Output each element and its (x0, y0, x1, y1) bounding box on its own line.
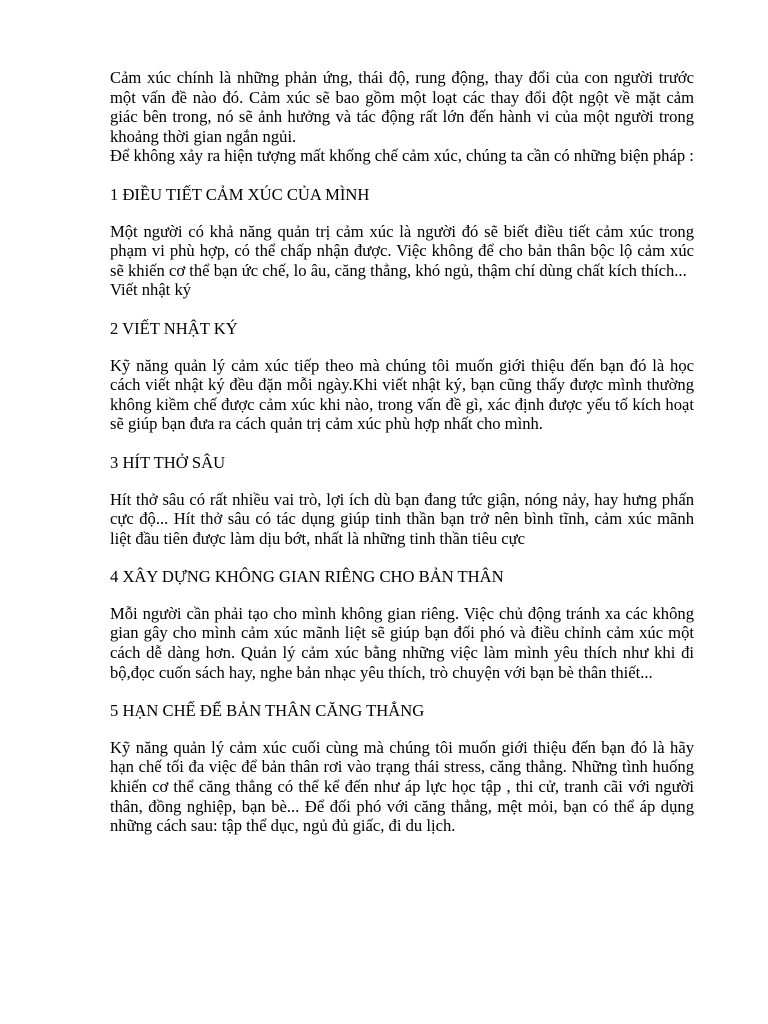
section-heading-5: 5 HẠN CHẾ ĐỂ BẢN THÂN CĂNG THẲNG (110, 701, 425, 721)
section-extra-line: Viết nhật ký (110, 280, 192, 300)
section-body-4: Mỗi người cần phải tạo cho mình không gian riêng. Việc chủ động tránh xa các không gian gây cho mình cảm xúc mãnh liệt sẽ giúp bạn đối phó và điều chỉnh cảm xúc một cách dễ dàng hơn. Quản lý cảm xúc bằng những việc làm mình yêu thích như khi đi bộ,đọc cuốn sách hay, nghe bản nhạc yêu thích, trò chuyện với bạn bè thân thiết... (110, 603, 694, 682)
intro-paragraph: Cảm xúc chính là những phản ứng, thái độ, rung động, thay đổi của con người trước một vấn đề nào đó. Cảm xúc sẽ bao gồm một loạt các thay đổi đột ngột về mặt cảm giác bên trong, nó sẽ ảnh hưởng và tác động rất lớn đến hành vi của một người trong khoảng thời gian ngắn ngủi. (110, 68, 694, 146)
section-body-1: Một người có khả năng quản trị cảm xúc là người đó sẽ biết điều tiết cảm xúc trong phạm vi phù hợp, có thể chấp nhận được. Việc không để cho bản thân bộc lộ cảm xúc sẽ khiến cơ thể bạn ức chế, lo âu, căng thẳng, khó ngủ, thậm chí dùng chất kích thích... (110, 221, 694, 280)
section-body-3: Hít thở sâu có rất nhiều vai trò, lợi ích dù bạn đang tức giận, nóng nảy, hay hưng phấn cực độ... Hít thở sâu có tác dụng giúp tinh thần bạn trở nên bình tĩnh, cảm xúc mãnh liệt đầu tiên được làm dịu bớt, nhất là những tinh thần tiêu cực (110, 489, 694, 548)
section-heading-4: 4 XÂY DỰNG KHÔNG GIAN RIÊNG CHO BẢN THÂN (110, 567, 504, 587)
section-heading-2: 2 VIẾT NHẬT KÝ (110, 318, 238, 338)
section-heading-1: 1 ĐIỀU TIẾT CẢM XÚC CỦA MÌNH (110, 184, 370, 204)
section-body-2: Kỹ năng quản lý cảm xúc tiếp theo mà chúng tôi muốn giới thiệu đến bạn đó là học cách viết nhật ký đều đặn mỗi ngày.Khi viết nhật ký, bạn cũng thấy được mình thường không kiềm chế được cảm xúc khi nào, trong vấn đề gì, xác định được yếu tố kích hoạt sẽ giúp bạn đưa ra cách quản trị cảm xúc phù hợp nhất cho mình. (110, 355, 694, 434)
document-page (110, 68, 694, 836)
section-body-5: Kỹ năng quản lý cảm xúc cuối cùng mà chúng tôi muốn giới thiệu đến bạn đó là hãy hạn chế tối đa việc để bản thân rơi vào trạng thái stress, căng thẳng. Những tình huống khiến cơ thể căng thẳng có thể kể đến như áp lực học tập , thi cử, tranh cãi với người thân, đồng nghiệp, bạn bè... Để đối phó với căng thẳng, mệt mỏi, bạn có thể áp dụng những cách sau: tập thể dục, ngủ đủ giấc, đi du lịch. (110, 737, 694, 836)
intro-paragraph-2: Để không xảy ra hiện tượng mất khống chế cảm xúc, chúng ta cần có những biện pháp : (110, 146, 694, 166)
section-heading-3: 3 HÍT THỞ SÂU (110, 452, 226, 472)
